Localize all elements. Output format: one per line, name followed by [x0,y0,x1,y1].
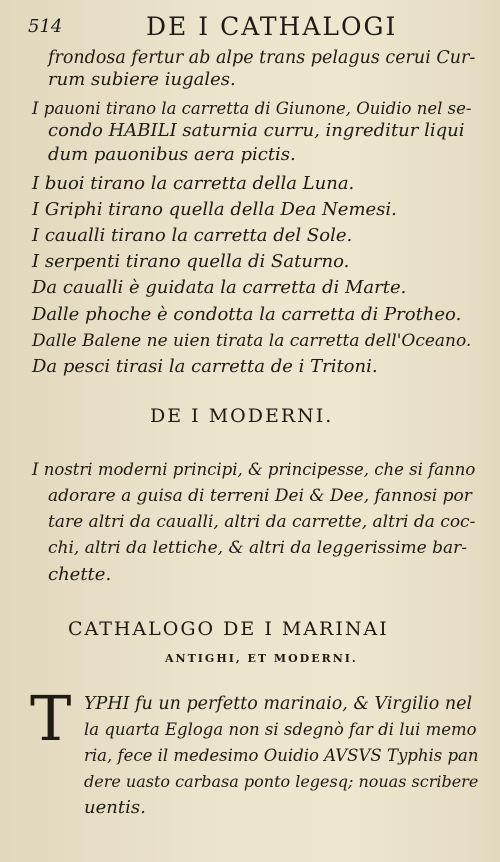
section-heading-moderni: DE I MODERNI. [150,405,334,427]
text-line: Dalle Balene ne uien tirata la carretta dell'Oceano. [32,331,472,351]
text-line: rum subiere iugales. [48,69,236,90]
page-header [28,10,478,40]
page-number: 514 [28,16,63,37]
text-line: I buoi tirano la carretta della Luna. [32,173,355,194]
text-line: ria, fece il medesimo Ouidio AVSVS Typhis pan [84,746,479,765]
running-head: DE I CATHALOGI [146,12,398,41]
text-line: Da caualli è guidata la carretta di Marte. [32,277,407,298]
text-line: I pauoni tirano la carretta di Giunone, Ouidio nel se- [32,99,472,118]
text-line: I caualli tirano la carretta del Sole. [32,225,353,246]
text-line: I serpenti tirano quella di Saturno. [32,251,350,272]
text-line: adorare a guisa di terreni Dei & Dee, fannosi por [48,486,472,506]
text-line: YPHI fu un perfetto marinaio, & Virgilio nel [84,694,473,714]
text-line: tare altri da caualli, altri da carrette, altri da coc- [48,512,476,532]
text-line: dere uasto carbasa ponto legesq; nouas scribere [84,772,479,791]
text-line: I Griphi tirano quella della Dea Nemesi. [32,199,397,220]
text-line: Dalle phoche è condotta la carretta di Protheo. [32,304,462,325]
text-line: chi, altri da lettiche, & altri da leggerissime bar- [48,538,468,558]
text-line: Da pesci tirasi la carretta de i Tritoni. [32,356,378,377]
text-line: I nostri moderni principi, & principesse, che si fanno [32,460,476,479]
text-line: uentis. [84,797,146,818]
section-subheading: ANTIGHI, ET MODERNI. [165,652,358,665]
text-line: chette. [48,564,112,585]
section-heading-marinai: CATHALOGO DE I MARINAI [68,618,389,640]
text-line: dum pauonibus aera pictis. [48,144,296,165]
text-line: condo HABILI saturnia curru, ingreditur liqui [48,120,465,141]
drop-capital: T [30,682,72,755]
text-line: la quarta Egloga non si sdegnò far di lui memo [84,720,477,739]
text-line: frondosa fertur ab alpe trans pelagus cerui Cur- [48,48,476,68]
